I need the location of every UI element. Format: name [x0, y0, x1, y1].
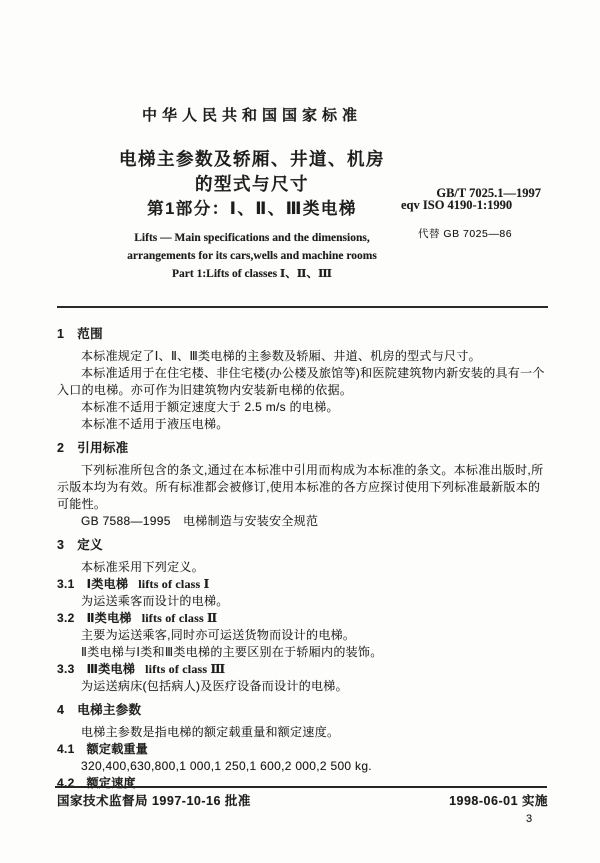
document-body [57, 318, 549, 792]
section-4-title: 电梯主参数 [77, 703, 142, 717]
iso-equivalent: eqv ISO 4190-1:1990 [401, 197, 513, 212]
definition-text: 为运送病床(包括病人)及医疗设备而设计的电梯。 [81, 679, 348, 693]
document-title-line-1: 电梯主参数及轿厢、井道、机房 [119, 149, 385, 169]
document-title-line-3: 第1部分：Ⅰ、Ⅱ、Ⅲ类电梯 [147, 200, 357, 218]
section-2-title: 引用标准 [77, 441, 129, 455]
term-cn: Ⅱ类电梯 [86, 611, 132, 625]
section-2-paragraph: 下列标准所包含的条文,通过在本标准中引用而构成为本标准的条文。本标准出版时,所示版本均为有效。所有标准都会被修订,使用本标准的各方应探讨使用下列标准最新版本的可能性。 [57, 463, 544, 511]
subsection-number: 4.1 [57, 742, 75, 756]
implementation-note: 1998-06-01 实施 [449, 794, 548, 808]
header-divider [57, 306, 548, 308]
section-3-heading [57, 537, 549, 554]
footer [57, 791, 548, 809]
subsection-number: 3.2 [57, 611, 75, 625]
english-title-line-3: Part 1:Lifts of classes Ⅰ、Ⅱ、Ⅲ [171, 268, 333, 280]
definition-text: 为运送乘客而设计的电梯。 [81, 594, 229, 608]
term-cn: Ⅲ类电梯 [86, 662, 136, 676]
english-title [47, 229, 457, 283]
section-4-number: 4 [57, 703, 65, 717]
section-3-intro: 本标准采用下列定义。 [81, 560, 205, 574]
section-1-paragraph: 本标准规定了Ⅰ、Ⅱ、Ⅲ类电梯的主参数及轿厢、井道、机房的型式与尺寸。 [81, 349, 481, 363]
subsection-number: 3.3 [57, 662, 75, 676]
subsection-number: 3.1 [57, 577, 75, 591]
section-2-number: 2 [57, 441, 65, 455]
rated-load-values: 320,400,630,800,1 000,1 250,1 600,2 000,2 500 kg. [81, 759, 372, 773]
term-cn: 额定速度 [86, 776, 136, 790]
section-1-title: 范围 [77, 327, 103, 341]
national-standard-label: 中华人民共和国国家标准 [141, 107, 362, 124]
document-title-line-2: 的型式与尺寸 [195, 174, 309, 194]
section-1-heading [57, 326, 549, 343]
term-en: lifts of class Ⅲ [145, 662, 226, 676]
section-4-intro: 电梯主参数是指电梯的额定载重量和额定速度。 [81, 725, 340, 739]
subsection-number: 4.2 [57, 776, 75, 790]
section-3-title: 定义 [77, 538, 103, 552]
english-title-line-1: Lifts — Main specifications and the dimensions, [134, 232, 370, 244]
section-1-number: 1 [57, 327, 65, 341]
section-1-paragraph: 本标准适用于在住宅楼、非住宅楼(办公楼及旅馆等)和医院建筑物内新安装的具有一个入口的电梯。亦可作为旧建筑物内安装新电梯的依据。 [57, 366, 545, 397]
section-1-paragraph: 本标准不适用于额定速度大于 2.5 m/s 的电梯。 [81, 400, 339, 414]
section-4-heading [57, 702, 549, 719]
subsection-3-2-heading [57, 610, 549, 627]
definition-text: 主要为运送乘客,同时亦可运送货物而设计的电梯。 [81, 628, 356, 642]
section-2-heading [57, 440, 549, 457]
page-number: 3 [526, 813, 533, 825]
term-cn: Ⅰ类电梯 [86, 577, 129, 591]
term-cn: 额定载重量 [86, 742, 149, 756]
term-en: lifts of class Ⅱ [141, 611, 218, 625]
term-en: lifts of class Ⅰ [138, 577, 210, 591]
footer-divider [55, 786, 547, 788]
english-title-line-2: arrangements for its cars,wells and machine rooms [127, 250, 377, 262]
section-1-paragraph: 本标准不适用于液压电梯。 [81, 417, 229, 431]
approval-note: 国家技术监督局 1997-10-16 批准 [57, 794, 251, 808]
referenced-standard: GB 7588—1995 电梯制造与安装安全规范 [81, 514, 319, 528]
subsection-3-1-heading [57, 576, 549, 593]
subsection-3-3-heading [57, 661, 549, 678]
replaces-note: 代替 GB 7025—86 [418, 228, 513, 240]
standard-number: GB/T 7025.1—1997 [436, 186, 541, 200]
document-title [47, 147, 457, 222]
subsection-4-2-heading [57, 775, 549, 792]
subsection-4-1-heading [57, 741, 549, 758]
section-3-number: 3 [57, 538, 65, 552]
definition-text: Ⅱ类电梯与Ⅰ类和Ⅲ类电梯的主要区别在于轿厢内的装饰。 [81, 645, 383, 659]
